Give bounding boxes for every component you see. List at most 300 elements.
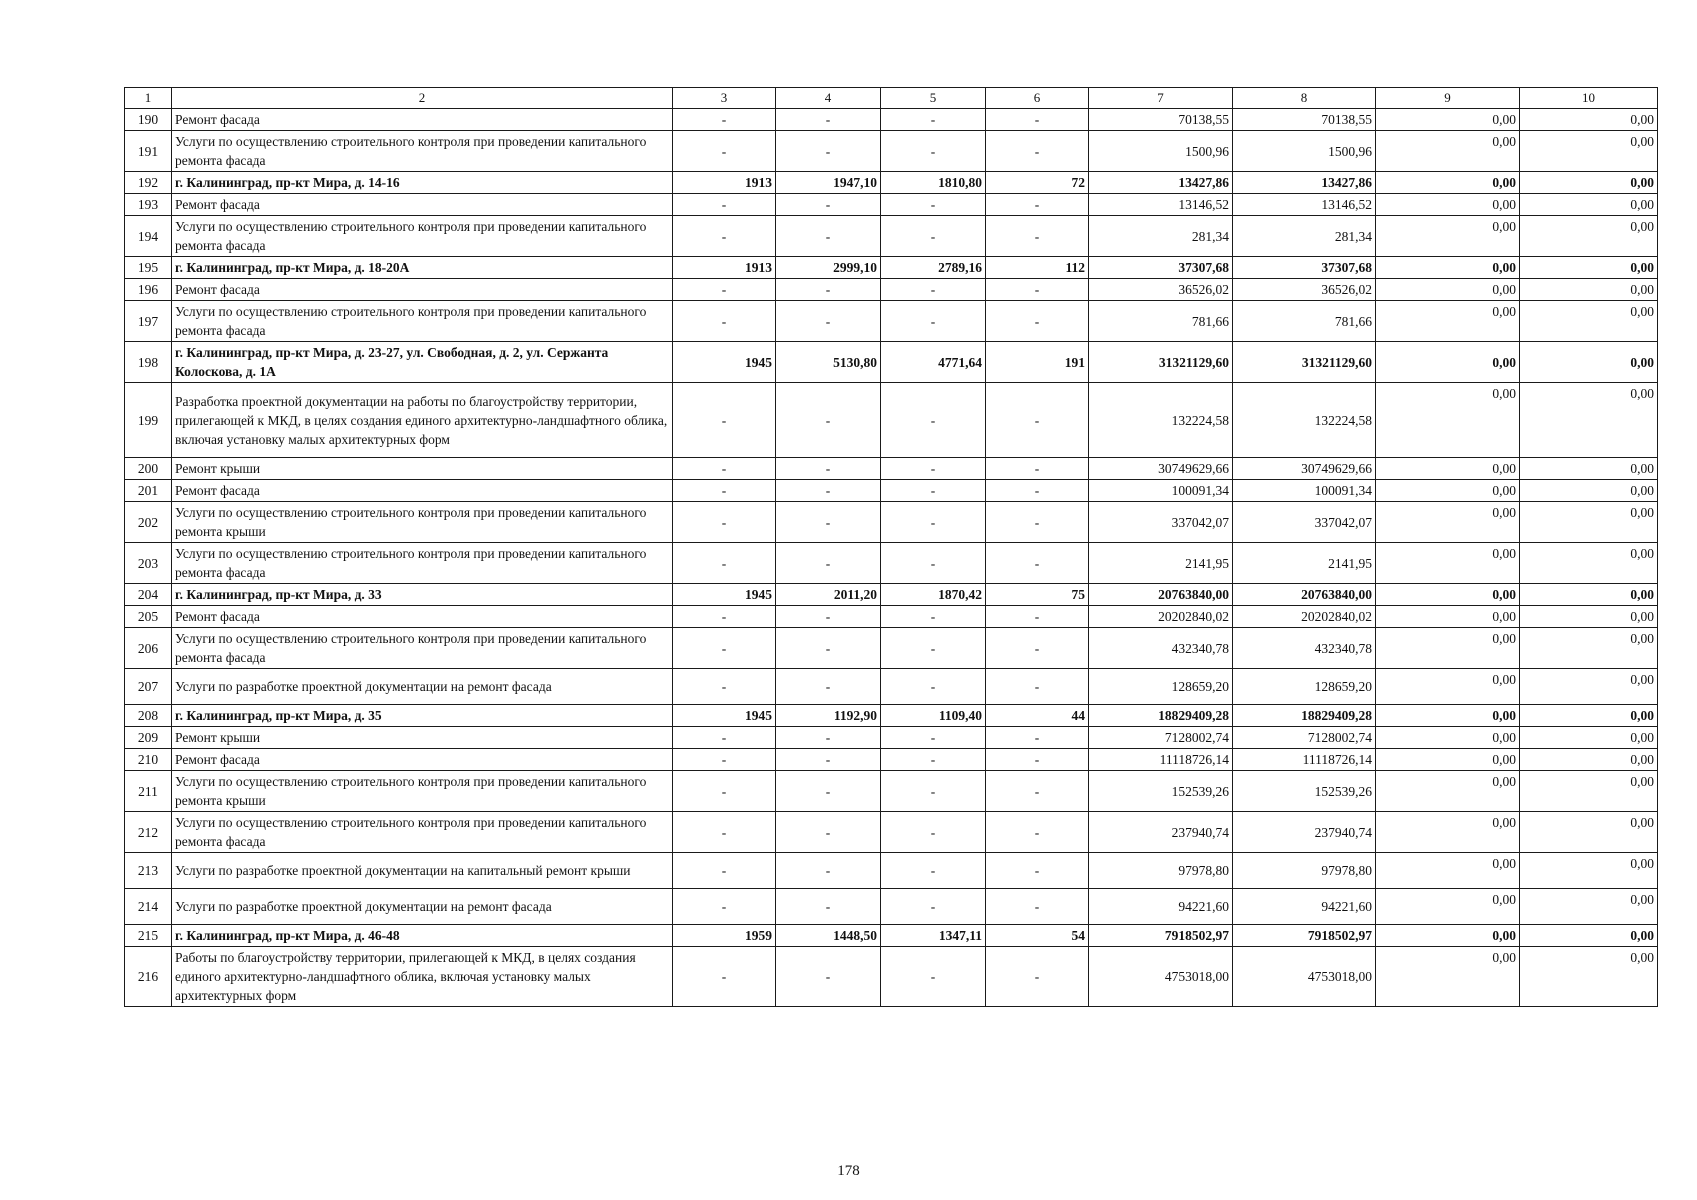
cost-fund: 281,34 (1233, 216, 1376, 257)
work-description: Услуги по осуществлению строительного контроля при проведении капитального ремонта фасада (172, 131, 673, 172)
living-area: - (881, 812, 986, 853)
living-area: - (881, 194, 986, 216)
cost-fund: 432340,78 (1233, 628, 1376, 669)
total-area: 1192,90 (776, 705, 881, 727)
residents-count: - (986, 543, 1089, 584)
cost-fund: 20202840,02 (1233, 606, 1376, 628)
table-row (125, 172, 1658, 194)
table-row (125, 853, 1658, 889)
total-cost: 36526,02 (1089, 279, 1233, 301)
total-cost: 237940,74 (1089, 812, 1233, 853)
work-description: Услуги по осуществлению строительного контроля при проведении капитального ремонта фасада (172, 301, 673, 342)
row-number: 199 (125, 383, 172, 458)
living-area: 1870,42 (881, 584, 986, 606)
total-cost: 781,66 (1089, 301, 1233, 342)
row-number: 209 (125, 727, 172, 749)
residents-count: - (986, 606, 1089, 628)
cost-budget: 0,00 (1376, 543, 1520, 584)
living-area: - (881, 947, 986, 1007)
cost-other: 0,00 (1520, 109, 1658, 131)
living-area: - (881, 458, 986, 480)
row-number: 193 (125, 194, 172, 216)
total-area: - (776, 131, 881, 172)
residents-count: 72 (986, 172, 1089, 194)
cost-other: 0,00 (1520, 771, 1658, 812)
cost-fund: 13427,86 (1233, 172, 1376, 194)
work-description: Услуги по осуществлению строительного контроля при проведении капитального ремонта фасада (172, 543, 673, 584)
total-cost: 20763840,00 (1089, 584, 1233, 606)
year-built: - (673, 853, 776, 889)
total-area: - (776, 480, 881, 502)
work-description: Ремонт крыши (172, 458, 673, 480)
cost-budget: 0,00 (1376, 889, 1520, 925)
year-built: - (673, 383, 776, 458)
living-area: - (881, 543, 986, 584)
column-header: 7 (1089, 88, 1233, 109)
column-header: 10 (1520, 88, 1658, 109)
row-number: 190 (125, 109, 172, 131)
living-area: - (881, 749, 986, 771)
total-cost: 7918502,97 (1089, 925, 1233, 947)
residents-count: - (986, 771, 1089, 812)
residents-count: - (986, 812, 1089, 853)
year-built: 1913 (673, 257, 776, 279)
total-area: - (776, 279, 881, 301)
cost-budget: 0,00 (1376, 947, 1520, 1007)
residents-count: - (986, 853, 1089, 889)
row-number: 216 (125, 947, 172, 1007)
row-number: 200 (125, 458, 172, 480)
cost-budget: 0,00 (1376, 342, 1520, 383)
work-description: Ремонт фасада (172, 109, 673, 131)
cost-budget: 0,00 (1376, 279, 1520, 301)
cost-fund: 13146,52 (1233, 194, 1376, 216)
total-area: - (776, 194, 881, 216)
residents-count: - (986, 727, 1089, 749)
work-description: Услуги по осуществлению строительного контроля при проведении капитального ремонта фасада (172, 628, 673, 669)
year-built: - (673, 194, 776, 216)
residents-count: - (986, 502, 1089, 543)
total-cost: 281,34 (1089, 216, 1233, 257)
year-built: - (673, 502, 776, 543)
work-description: Услуги по разработке проектной документации на ремонт фасада (172, 889, 673, 925)
work-description: г. Калининград, пр-кт Мира, д. 35 (172, 705, 673, 727)
residents-count: - (986, 279, 1089, 301)
residents-count: - (986, 301, 1089, 342)
total-area: - (776, 812, 881, 853)
column-header: 5 (881, 88, 986, 109)
row-number: 211 (125, 771, 172, 812)
living-area: - (881, 109, 986, 131)
cost-other: 0,00 (1520, 727, 1658, 749)
total-cost: 11118726,14 (1089, 749, 1233, 771)
work-description: г. Калининград, пр-кт Мира, д. 23-27, ул. Свободная, д. 2, ул. Сержанта Колоскова, д. 1А (172, 342, 673, 383)
residents-count: 112 (986, 257, 1089, 279)
cost-other: 0,00 (1520, 301, 1658, 342)
table-row (125, 705, 1658, 727)
living-area: - (881, 628, 986, 669)
work-description: Ремонт крыши (172, 727, 673, 749)
table-row (125, 458, 1658, 480)
year-built: - (673, 771, 776, 812)
total-area: - (776, 606, 881, 628)
cost-other: 0,00 (1520, 749, 1658, 771)
table-row (125, 812, 1658, 853)
total-cost: 337042,07 (1089, 502, 1233, 543)
residents-count: 191 (986, 342, 1089, 383)
cost-other: 0,00 (1520, 669, 1658, 705)
table-row (125, 383, 1658, 458)
work-description: Ремонт фасада (172, 279, 673, 301)
year-built: - (673, 669, 776, 705)
cost-other: 0,00 (1520, 925, 1658, 947)
residents-count: 44 (986, 705, 1089, 727)
total-cost: 2141,95 (1089, 543, 1233, 584)
column-header: 1 (125, 88, 172, 109)
cost-fund: 11118726,14 (1233, 749, 1376, 771)
row-number: 204 (125, 584, 172, 606)
residents-count: - (986, 628, 1089, 669)
cost-other: 0,00 (1520, 705, 1658, 727)
cost-other: 0,00 (1520, 257, 1658, 279)
column-header: 2 (172, 88, 673, 109)
total-cost: 18829409,28 (1089, 705, 1233, 727)
row-number: 205 (125, 606, 172, 628)
cost-fund: 97978,80 (1233, 853, 1376, 889)
total-cost: 31321129,60 (1089, 342, 1233, 383)
work-description: Услуги по осуществлению строительного контроля при проведении капитального ремонта фасада (172, 812, 673, 853)
work-description: Работы по благоустройству территории, прилегающей к МКД, в целях создания единого архитектурно-ландшафтного облика, включая установку малых архитектурных форм (172, 947, 673, 1007)
living-area: 1810,80 (881, 172, 986, 194)
cost-budget: 0,00 (1376, 257, 1520, 279)
total-cost: 432340,78 (1089, 628, 1233, 669)
year-built: - (673, 279, 776, 301)
table-row (125, 216, 1658, 257)
total-cost: 152539,26 (1089, 771, 1233, 812)
cost-other: 0,00 (1520, 342, 1658, 383)
total-cost: 132224,58 (1089, 383, 1233, 458)
total-area: 5130,80 (776, 342, 881, 383)
year-built: 1945 (673, 342, 776, 383)
row-number: 213 (125, 853, 172, 889)
cost-fund: 237940,74 (1233, 812, 1376, 853)
table-row (125, 480, 1658, 502)
year-built: - (673, 216, 776, 257)
cost-budget: 0,00 (1376, 771, 1520, 812)
residents-count: - (986, 669, 1089, 705)
work-description: Ремонт фасада (172, 749, 673, 771)
cost-fund: 7128002,74 (1233, 727, 1376, 749)
cost-budget: 0,00 (1376, 853, 1520, 889)
table-row (125, 628, 1658, 669)
year-built: - (673, 458, 776, 480)
total-cost: 13146,52 (1089, 194, 1233, 216)
cost-budget: 0,00 (1376, 194, 1520, 216)
row-number: 191 (125, 131, 172, 172)
cost-fund: 781,66 (1233, 301, 1376, 342)
total-area: 2999,10 (776, 257, 881, 279)
total-area: - (776, 383, 881, 458)
cost-other: 0,00 (1520, 383, 1658, 458)
cost-other: 0,00 (1520, 172, 1658, 194)
table-row (125, 669, 1658, 705)
cost-fund: 94221,60 (1233, 889, 1376, 925)
cost-budget: 0,00 (1376, 383, 1520, 458)
work-description: г. Калининград, пр-кт Мира, д. 14-16 (172, 172, 673, 194)
table-row (125, 194, 1658, 216)
cost-fund: 2141,95 (1233, 543, 1376, 584)
cost-fund: 36526,02 (1233, 279, 1376, 301)
cost-fund: 20763840,00 (1233, 584, 1376, 606)
living-area: - (881, 727, 986, 749)
table-row (125, 947, 1658, 1007)
cost-budget: 0,00 (1376, 109, 1520, 131)
total-area: 1947,10 (776, 172, 881, 194)
cost-other: 0,00 (1520, 628, 1658, 669)
residents-count: - (986, 947, 1089, 1007)
cost-budget: 0,00 (1376, 131, 1520, 172)
cost-fund: 132224,58 (1233, 383, 1376, 458)
cost-budget: 0,00 (1376, 812, 1520, 853)
total-area: - (776, 889, 881, 925)
table-row (125, 925, 1658, 947)
residents-count: 54 (986, 925, 1089, 947)
year-built: - (673, 812, 776, 853)
cost-other: 0,00 (1520, 584, 1658, 606)
cost-budget: 0,00 (1376, 705, 1520, 727)
residents-count: - (986, 383, 1089, 458)
table-row (125, 606, 1658, 628)
row-number: 194 (125, 216, 172, 257)
living-area: - (881, 502, 986, 543)
total-area: - (776, 853, 881, 889)
total-area: - (776, 301, 881, 342)
year-built: 1913 (673, 172, 776, 194)
table-row (125, 543, 1658, 584)
total-area: - (776, 669, 881, 705)
row-number: 195 (125, 257, 172, 279)
year-built: - (673, 889, 776, 925)
year-built: - (673, 606, 776, 628)
row-number: 198 (125, 342, 172, 383)
total-area: - (776, 771, 881, 812)
living-area: - (881, 480, 986, 502)
cost-fund: 152539,26 (1233, 771, 1376, 812)
table-row (125, 301, 1658, 342)
cost-other: 0,00 (1520, 480, 1658, 502)
column-header: 8 (1233, 88, 1376, 109)
cost-budget: 0,00 (1376, 669, 1520, 705)
cost-budget: 0,00 (1376, 458, 1520, 480)
total-cost: 7128002,74 (1089, 727, 1233, 749)
work-description: Разработка проектной документации на работы по благоустройству территории, прилегающей к МКД, в целях создания единого архитектурно-ландшафтного облика, включая установку малых архитектурных форм (172, 383, 673, 458)
year-built: - (673, 749, 776, 771)
row-number: 212 (125, 812, 172, 853)
total-area: - (776, 216, 881, 257)
living-area: - (881, 889, 986, 925)
year-built: - (673, 131, 776, 172)
row-number: 207 (125, 669, 172, 705)
column-header: 4 (776, 88, 881, 109)
total-area: - (776, 628, 881, 669)
total-cost: 37307,68 (1089, 257, 1233, 279)
living-area: - (881, 383, 986, 458)
living-area: - (881, 606, 986, 628)
row-number: 201 (125, 480, 172, 502)
cost-budget: 0,00 (1376, 628, 1520, 669)
living-area: 1109,40 (881, 705, 986, 727)
table-row (125, 584, 1658, 606)
cost-fund: 337042,07 (1233, 502, 1376, 543)
total-area: - (776, 543, 881, 584)
column-header: 9 (1376, 88, 1520, 109)
year-built: - (673, 628, 776, 669)
table-row (125, 131, 1658, 172)
residents-count: - (986, 889, 1089, 925)
table-row (125, 109, 1658, 131)
cost-other: 0,00 (1520, 812, 1658, 853)
cost-fund: 18829409,28 (1233, 705, 1376, 727)
table-row (125, 342, 1658, 383)
cost-fund: 37307,68 (1233, 257, 1376, 279)
cost-other: 0,00 (1520, 889, 1658, 925)
table-row (125, 727, 1658, 749)
work-description: Ремонт фасада (172, 480, 673, 502)
total-cost: 128659,20 (1089, 669, 1233, 705)
row-number: 206 (125, 628, 172, 669)
table-row (125, 889, 1658, 925)
year-built: - (673, 109, 776, 131)
cost-fund: 100091,34 (1233, 480, 1376, 502)
cost-budget: 0,00 (1376, 301, 1520, 342)
row-number: 203 (125, 543, 172, 584)
cost-fund: 7918502,97 (1233, 925, 1376, 947)
year-built: 1945 (673, 705, 776, 727)
total-cost: 94221,60 (1089, 889, 1233, 925)
year-built: - (673, 543, 776, 584)
living-area: - (881, 131, 986, 172)
cost-other: 0,00 (1520, 458, 1658, 480)
residents-count: - (986, 480, 1089, 502)
row-number: 215 (125, 925, 172, 947)
table-row (125, 771, 1658, 812)
cost-fund: 4753018,00 (1233, 947, 1376, 1007)
row-number: 196 (125, 279, 172, 301)
living-area: - (881, 216, 986, 257)
total-area: - (776, 947, 881, 1007)
work-description: Ремонт фасада (172, 606, 673, 628)
cost-other: 0,00 (1520, 216, 1658, 257)
year-built: 1959 (673, 925, 776, 947)
work-description: г. Калининград, пр-кт Мира, д. 46-48 (172, 925, 673, 947)
living-area: 1347,11 (881, 925, 986, 947)
total-area: - (776, 109, 881, 131)
cost-fund: 31321129,60 (1233, 342, 1376, 383)
cost-other: 0,00 (1520, 853, 1658, 889)
work-description: г. Калининград, пр-кт Мира, д. 18-20А (172, 257, 673, 279)
living-area: - (881, 853, 986, 889)
residents-count: - (986, 109, 1089, 131)
living-area: - (881, 301, 986, 342)
cost-budget: 0,00 (1376, 584, 1520, 606)
work-description: Услуги по осуществлению строительного контроля при проведении капитального ремонта крыши (172, 771, 673, 812)
total-cost: 70138,55 (1089, 109, 1233, 131)
work-description: Ремонт фасада (172, 194, 673, 216)
cost-budget: 0,00 (1376, 606, 1520, 628)
cost-other: 0,00 (1520, 194, 1658, 216)
row-number: 202 (125, 502, 172, 543)
row-number: 214 (125, 889, 172, 925)
column-header: 6 (986, 88, 1089, 109)
year-built: - (673, 480, 776, 502)
living-area: - (881, 771, 986, 812)
residents-count: - (986, 458, 1089, 480)
row-number: 208 (125, 705, 172, 727)
cost-budget: 0,00 (1376, 925, 1520, 947)
work-description: Услуги по разработке проектной документации на капитальный ремонт крыши (172, 853, 673, 889)
cost-budget: 0,00 (1376, 172, 1520, 194)
year-built: - (673, 947, 776, 1007)
total-area: - (776, 749, 881, 771)
table-body (125, 109, 1658, 1007)
total-area: - (776, 502, 881, 543)
cost-fund: 1500,96 (1233, 131, 1376, 172)
row-number: 210 (125, 749, 172, 771)
column-header: 3 (673, 88, 776, 109)
total-cost: 20202840,02 (1089, 606, 1233, 628)
total-cost: 13427,86 (1089, 172, 1233, 194)
column-number-header-row (125, 88, 1658, 109)
residents-count: 75 (986, 584, 1089, 606)
total-area: - (776, 458, 881, 480)
work-description: Услуги по разработке проектной документации на ремонт фасада (172, 669, 673, 705)
residents-count: - (986, 194, 1089, 216)
residents-count: - (986, 131, 1089, 172)
cost-budget: 0,00 (1376, 727, 1520, 749)
year-built: 1945 (673, 584, 776, 606)
cost-budget: 0,00 (1376, 480, 1520, 502)
table-row (125, 257, 1658, 279)
row-number: 197 (125, 301, 172, 342)
cost-fund: 70138,55 (1233, 109, 1376, 131)
total-area: 1448,50 (776, 925, 881, 947)
cost-fund: 30749629,66 (1233, 458, 1376, 480)
year-built: - (673, 727, 776, 749)
living-area: - (881, 669, 986, 705)
total-cost: 1500,96 (1089, 131, 1233, 172)
residents-count: - (986, 749, 1089, 771)
living-area: 2789,16 (881, 257, 986, 279)
residents-count: - (986, 216, 1089, 257)
living-area: 4771,64 (881, 342, 986, 383)
total-cost: 97978,80 (1089, 853, 1233, 889)
work-description: Услуги по осуществлению строительного контроля при проведении капитального ремонта фасада (172, 216, 673, 257)
total-cost: 4753018,00 (1089, 947, 1233, 1007)
cost-fund: 128659,20 (1233, 669, 1376, 705)
cost-other: 0,00 (1520, 279, 1658, 301)
total-cost: 100091,34 (1089, 480, 1233, 502)
year-built: - (673, 301, 776, 342)
cost-budget: 0,00 (1376, 216, 1520, 257)
table-row (125, 502, 1658, 543)
work-description: Услуги по осуществлению строительного контроля при проведении капитального ремонта крыши (172, 502, 673, 543)
repair-program-table (124, 87, 1658, 1007)
total-area: - (776, 727, 881, 749)
total-area: 2011,20 (776, 584, 881, 606)
table-row (125, 749, 1658, 771)
cost-other: 0,00 (1520, 947, 1658, 1007)
row-number: 192 (125, 172, 172, 194)
